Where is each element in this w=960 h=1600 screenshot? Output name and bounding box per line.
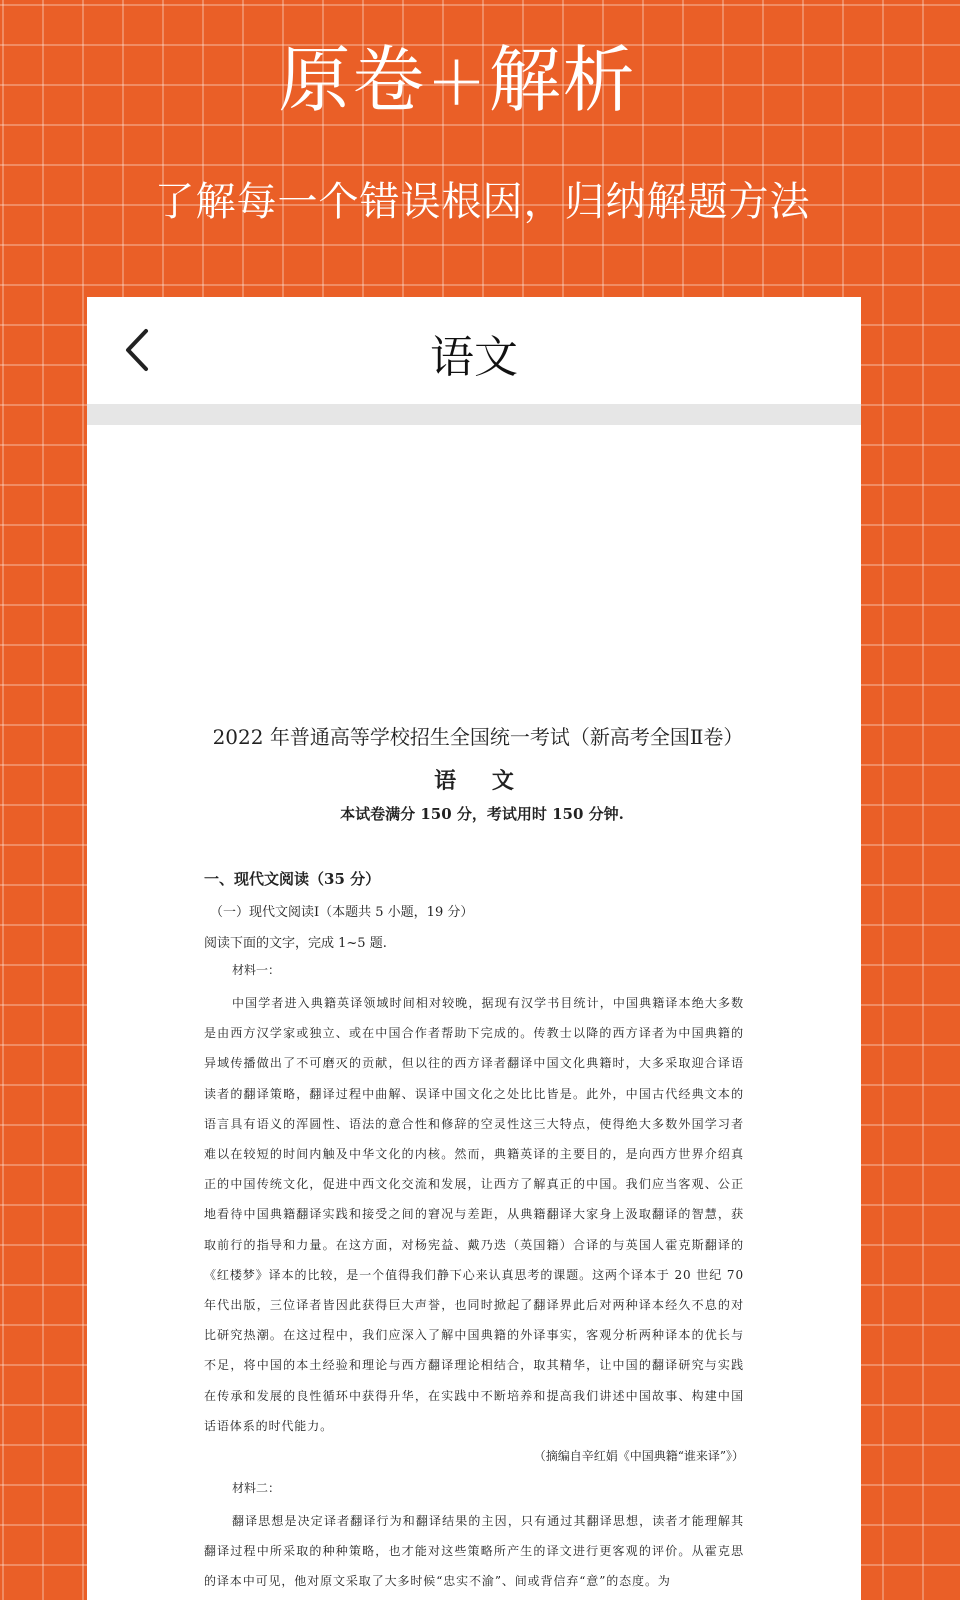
exam-note: 本试卷满分 150 分，考试用时 150 分钟. (340, 805, 624, 823)
app-screen (87, 297, 861, 1600)
instruction: 阅读下面的文字，完成 1~5 题. (204, 936, 387, 951)
material-2-text: 翻译思想是决定译者翻译行为和翻译结果的主因，只有通过其翻译思想，读者才能理解其翻译过程中所采取的种种策略，也才能对这些策略所产生的译文进行更客观的评价。从霍克思的译本中可见，他对原文采取了大多时候“忠实不渝”、间或背信弃“意”的态度。为 (204, 1514, 744, 1589)
material-1-citation: （摘编自辛红娟《中国典籍“谁来译”》） (533, 1449, 744, 1464)
exam-title: 2022 年普通高等学校招生全国统一考试（新高考全国Ⅱ卷） (212, 725, 744, 749)
section-heading: 一、现代文阅读（35 分） (204, 870, 381, 888)
promo-title: 原卷+解析 (278, 38, 637, 122)
nav-bar (87, 297, 861, 404)
divider (87, 404, 861, 425)
page-title: 语文 (430, 332, 518, 383)
material-1-text: 中国学者进入典籍英译领域时间相对较晚，据现有汉学书目统计，中国典籍译本绝大多数是由西方汉学家或独立、或在中国合作者帮助下完成的。传教士以降的西方译者为中国典籍的异域传播做出了不可磨灭的贡献，但以往的西方译者翻译中国文化典籍时，大多采取迎合译语读者的翻译策略，翻译过程中曲解、误译中国文化之处比比皆是。此外，中国古代经典文本的语言具有语义的浑圆性、语法的意合性和修辞的空灵性这三大特点，使得绝大多数外国学习者难以在较短的时间内触及中华文化的内核。然而，典籍英译的主要目的，是向西方世界介绍真正的中国传统文化，促进中西文化交流和发展，让西方了解真正的中国。我们应当客观、公正地看待中国典籍翻译实践和接受之间的窘况与差距，从典籍翻译大家身上汲取翻译的智慧，获取前行的指导和力量。在这方面，对杨宪益、戴乃迭（英国籍）合译的与英国人霍克斯翻译的《红楼梦》译本的比较，是一个值得我们静下心来认真思考的课题。这两个译本于 20 世纪 70 年代出版，三位译者皆因此获得巨大声誉，也同时掀起了翻译界此后对两种译本经久不息的对比研究热潮。在这过程中，我们应深入了解中国典籍的外译事实，客观分析两种译本的优长与不足，将中国的本土经验和理论与西方翻译理论相结合，取其精华，让中国的翻译研究与实践在传承和发展的良性循环中获得升华，在实践中不断培养和提高我们讲述中国故事、构建中国话语体系的时代能力。 (204, 996, 744, 1433)
promo-subtitle: 了解每一个错误根因，归纳解题方法 (154, 179, 811, 225)
exam-subject: 语 文 (434, 768, 528, 794)
exam-content (87, 868, 861, 1597)
material-1-label: 材料一： (232, 963, 281, 977)
material-2-label: 材料二： (232, 1481, 281, 1496)
exam-paper[interactable] (87, 425, 861, 1597)
sub-heading: （一）现代文阅读Ⅰ（本题共 5 小题，19 分） (210, 905, 474, 920)
